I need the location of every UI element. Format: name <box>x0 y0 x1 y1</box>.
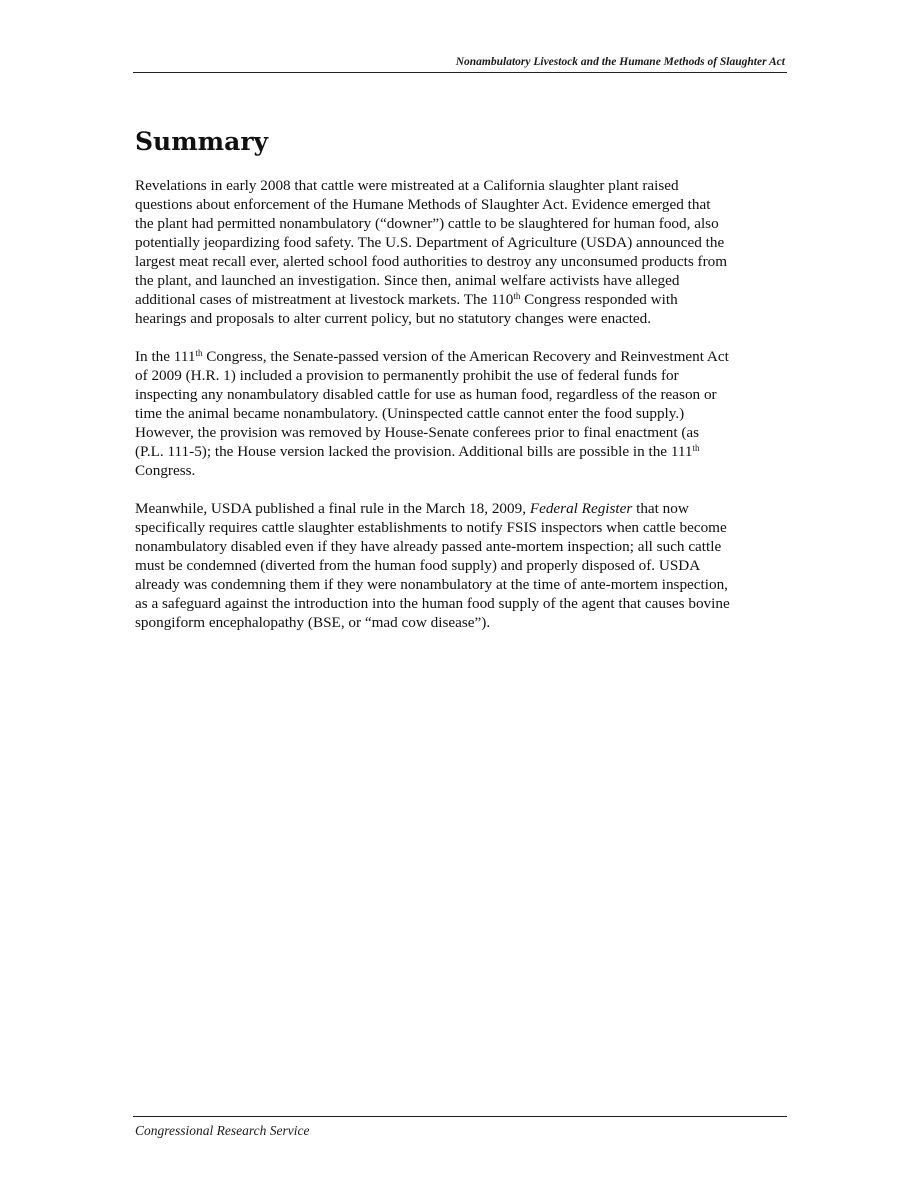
text-segment: the plant, and launched an investigation. Since then, animal welfare activists have alleged <box>135 272 680 289</box>
text-line <box>135 499 787 518</box>
text-segment: as a safeguard against the introduction into the human food supply of the agent that causes bovine <box>135 595 730 612</box>
text-line <box>135 176 787 195</box>
text-segment: Congress responded with <box>520 291 678 308</box>
text-segment: However, the provision was removed by House-Senate conferees prior to final enactment (as <box>135 424 700 441</box>
text-line <box>135 404 787 423</box>
summary-body <box>135 176 787 651</box>
text-segment: additional cases of mistreatment at livestock markets. The 110 <box>135 291 514 308</box>
text-line <box>135 195 787 214</box>
text-segment: of 2009 (H.R. 1) included a provision to permanently prohibit the use of federal funds for <box>135 367 679 384</box>
ordinal-superscript: th <box>513 291 521 301</box>
ordinal-superscript: th <box>692 443 700 453</box>
text-segment: inspecting any nonambulatory disabled cattle for use as human food, regardless of the reason or <box>135 386 717 403</box>
text-line <box>135 347 787 366</box>
running-footer <box>133 1116 787 1138</box>
text-line <box>135 271 787 290</box>
text-line <box>135 442 787 461</box>
text-segment: nonambulatory disabled even if they have already passed ante-mortem inspection; all such cattle <box>135 538 722 555</box>
text-segment: Congress, the Senate-passed version of the American Recovery and Reinvestment Act <box>202 348 729 365</box>
text-line <box>135 423 787 442</box>
text-segment: largest meat recall ever, alerted school food authorities to destroy any unconsumed products from <box>135 253 728 270</box>
text-line <box>135 613 787 632</box>
text-line <box>135 309 787 328</box>
text-line <box>135 214 787 233</box>
text-segment: time the animal became nonambulatory. (Uninspected cattle cannot enter the food supply.) <box>135 405 685 422</box>
text-segment: (P.L. 111-5); the House version lacked the provision. Additional bills are possible in the 111 <box>135 443 693 460</box>
summary-paragraph <box>135 176 787 328</box>
text-segment: Meanwhile, USDA published a final rule in the March 18, 2009, <box>135 500 530 517</box>
italic-citation: Federal Register <box>529 500 633 517</box>
text-segment: hearings and proposals to alter current policy, but no statutory changes were enacted. <box>135 310 652 327</box>
text-segment: Revelations in early 2008 that cattle were mistreated at a California slaughter plant raised <box>135 177 679 194</box>
section-title: Summary <box>135 127 269 156</box>
text-segment: questions about enforcement of the Humane Methods of Slaughter Act. Evidence emerged that <box>135 196 711 213</box>
text-line <box>135 385 787 404</box>
text-segment: that now <box>632 500 689 517</box>
text-segment: Congress. <box>135 462 196 479</box>
text-segment: the plant had permitted nonambulatory (“downer”) cattle to be slaughtered for human food, also <box>135 215 719 232</box>
text-line <box>135 556 787 575</box>
text-line <box>135 252 787 271</box>
ordinal-superscript: th <box>195 348 203 358</box>
footer-publisher: Congressional Research Service <box>135 1123 310 1138</box>
running-header-title: Nonambulatory Livestock and the Humane Methods of Slaughter Act <box>455 56 785 68</box>
text-segment: spongiform encephalopathy (BSE, or “mad cow disease”). <box>135 614 491 631</box>
running-header <box>133 55 787 73</box>
text-segment: specifically requires cattle slaughter establishments to notify FSIS inspectors when cattle become <box>135 519 727 536</box>
text-line <box>135 537 787 556</box>
text-line <box>135 594 787 613</box>
summary-paragraph <box>135 347 787 480</box>
text-line <box>135 366 787 385</box>
text-line <box>135 233 787 252</box>
text-segment: In the 111 <box>135 348 196 365</box>
summary-paragraph <box>135 499 787 632</box>
text-segment: already was condemning them if they were nonambulatory at the time of ante-mortem inspection, <box>135 576 728 593</box>
text-segment: must be condemned (diverted from the human food supply) and properly disposed of. USDA <box>135 557 701 574</box>
text-line <box>135 290 787 309</box>
text-line <box>135 518 787 537</box>
text-line <box>135 575 787 594</box>
text-line <box>135 461 787 480</box>
text-segment: potentially jeopardizing food safety. The U.S. Department of Agriculture (USDA) announced the <box>135 234 725 251</box>
